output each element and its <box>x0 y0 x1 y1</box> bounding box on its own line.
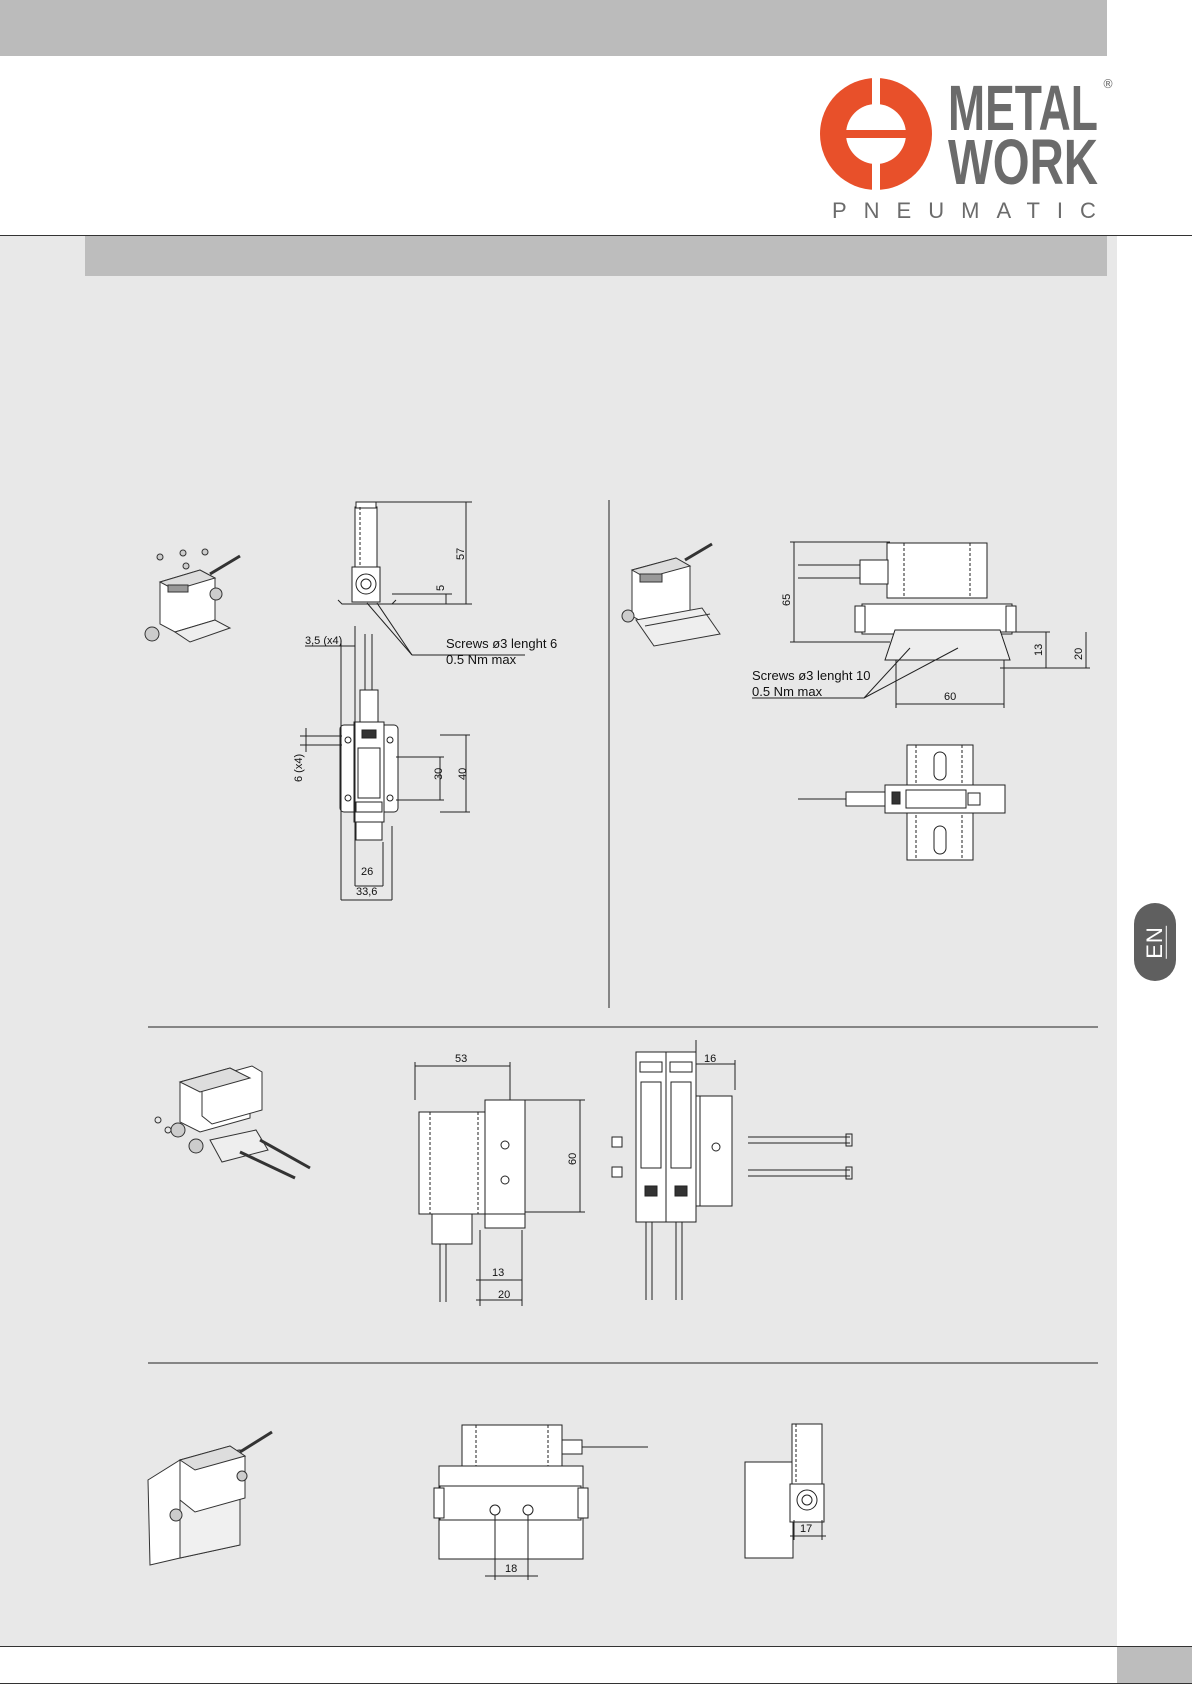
top-view-din-rail <box>798 745 1005 860</box>
dim-3-5: 3,5 (x4) <box>305 635 343 647</box>
dim-60-right: 60 <box>944 691 957 703</box>
front-view-wall <box>434 1425 648 1580</box>
iso-sensor-bracket <box>145 549 240 642</box>
dim-57: 57 <box>455 547 467 560</box>
dim-33-6: 33,6 <box>356 886 378 898</box>
page-number-tab <box>1117 1647 1192 1683</box>
iso-sensor-wall <box>148 1432 272 1565</box>
dim-30: 30 <box>433 767 445 780</box>
side-view-wall <box>745 1424 826 1558</box>
footer-divider-bottom <box>0 1683 1192 1684</box>
dim-13-right: 13 <box>1033 643 1045 656</box>
logo-text-metal: METAL <box>948 72 1098 144</box>
dim-16: 16 <box>704 1053 717 1065</box>
front-view-bracket <box>300 626 470 900</box>
iso-sensor-manifold <box>155 1066 310 1178</box>
registered-mark: ® <box>1102 77 1114 91</box>
screws-note-top-right-1: Screws ø3 lenght 10 <box>752 668 871 683</box>
dim-53: 53 <box>455 1053 468 1065</box>
footer-divider <box>0 1646 1192 1647</box>
dim-60-middle: 60 <box>567 1152 579 1165</box>
dim-18: 18 <box>505 1563 518 1575</box>
logo-tagline: PNEUMATIC <box>832 198 1113 222</box>
logo-text-work: WORK <box>948 126 1098 198</box>
dim-65: 65 <box>781 593 793 606</box>
dim-13-middle: 13 <box>492 1267 505 1279</box>
side-view-top <box>338 502 472 604</box>
screws-note-top-left-1: Screws ø3 lenght 6 <box>446 636 558 651</box>
front-view-manifold <box>612 1040 852 1300</box>
dim-17: 17 <box>800 1523 813 1535</box>
iso-sensor-din-rail <box>622 544 720 646</box>
language-label: EN <box>1141 925 1167 959</box>
dim-26: 26 <box>361 866 374 878</box>
dim-40: 40 <box>457 767 469 780</box>
dim-6: 6 (x4) <box>293 753 305 782</box>
screws-note-top-left-2: 0.5 Nm max <box>446 652 517 667</box>
dim-5: 5 <box>435 584 447 591</box>
dim-20-right: 20 <box>1073 647 1085 660</box>
screws-note-top-right-2: 0.5 Nm max <box>752 684 823 699</box>
dim-20-middle: 20 <box>498 1289 511 1301</box>
